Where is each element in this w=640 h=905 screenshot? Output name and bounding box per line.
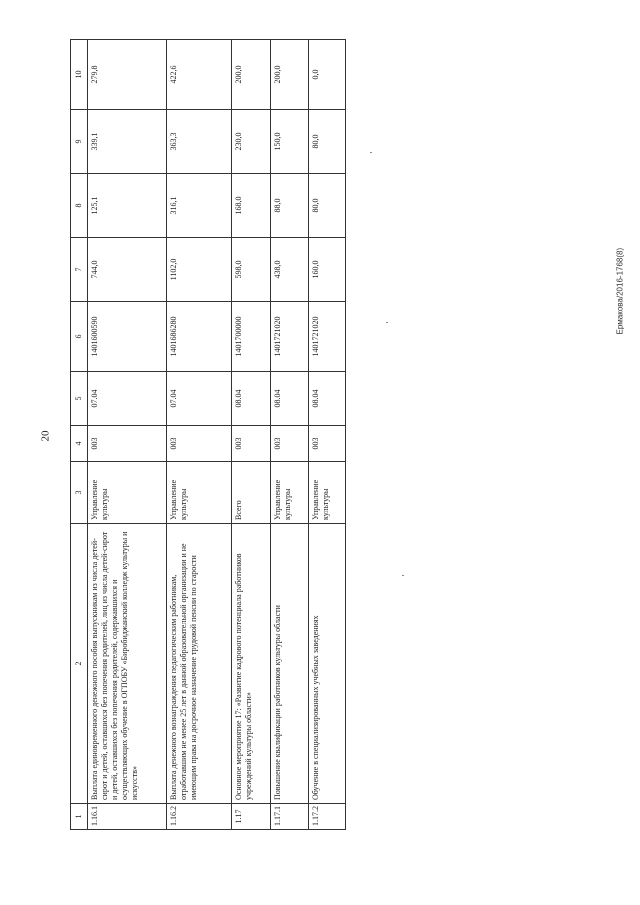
row-executor: Управление культуры — [88, 462, 167, 524]
col-header: 7 — [71, 238, 88, 302]
row-col6: 1401721020 — [308, 302, 345, 372]
row-col5: 08.04 — [271, 372, 308, 426]
row-col4: 003 — [231, 426, 271, 462]
row-col4: 003 — [167, 426, 232, 462]
row-executor: Всего — [231, 462, 271, 524]
col-header: 10 — [71, 40, 88, 110]
rotated-table-container — [70, 40, 346, 830]
row-description: Выплата единовременного денежного пособия выпускникам из числа детей-сирот и детей, оставшихся без попечения родителей, лиц из числа детей-сирот и детей, оставшихся без попечения родителей, содержавшихся и осуществляющих обучение в ОГПОБУ «Биробиджанский колледж культуры и искусств» — [88, 524, 167, 804]
row-executor: Управление культуры — [308, 462, 345, 524]
row-col8: 88,0 — [271, 174, 308, 238]
col-header: 6 — [71, 302, 88, 372]
row-col8: 168,0 — [231, 174, 271, 238]
document-filename: Ермакова/2016-1768(8) — [615, 247, 625, 335]
row-col9: 339,1 — [88, 110, 167, 174]
row-number: 1.17.2 — [308, 804, 345, 830]
row-col10: 279,8 — [88, 40, 167, 110]
row-executor: Управление культуры — [167, 462, 232, 524]
header-row — [71, 40, 88, 830]
row-col7: 598,0 — [231, 238, 271, 302]
row-col5: 07.04 — [88, 372, 167, 426]
row-col6: 1401686280 — [167, 302, 232, 372]
row-description: Выплата денежного вознаграждения педагогическим работникам, отработавшим не менее 25 лет в данной образовательной организации и не имеющим права на досрочное назначение трудовой пенсии по старости — [167, 524, 232, 804]
scan-speck — [386, 322, 388, 323]
row-col9: 230,0 — [231, 110, 271, 174]
row-description: Обучение в специализированных учебных заведениях — [308, 524, 345, 804]
col-header: 4 — [71, 426, 88, 462]
col-header: 1 — [71, 804, 88, 830]
row-col6: 1401600590 — [88, 302, 167, 372]
row-col10: 0,0 — [308, 40, 345, 110]
row-col8: 125,1 — [88, 174, 167, 238]
budget-table — [70, 39, 346, 830]
row-col7: 1102,0 — [167, 238, 232, 302]
table-row — [167, 40, 232, 830]
row-description: Повышение квалификации работников культуры области — [271, 524, 308, 804]
table-row — [271, 40, 308, 830]
row-number: 1.16.1 — [88, 804, 167, 830]
row-col5: 08.04 — [308, 372, 345, 426]
row-col8: 80,0 — [308, 174, 345, 238]
col-header: 3 — [71, 462, 88, 524]
page-number: 20 — [39, 430, 52, 442]
row-col4: 003 — [88, 426, 167, 462]
row-col7: 744,0 — [88, 238, 167, 302]
col-header: 2 — [71, 524, 88, 804]
row-col10: 200,0 — [231, 40, 271, 110]
scan-speck — [370, 152, 372, 153]
row-col7: 438,0 — [271, 238, 308, 302]
table-row — [88, 40, 167, 830]
row-number: 1.16.2 — [167, 804, 232, 830]
row-number: 1.17 — [231, 804, 271, 830]
row-number: 1.17.1 — [271, 804, 308, 830]
row-col5: 08.04 — [231, 372, 271, 426]
col-header: 9 — [71, 110, 88, 174]
table-row — [231, 40, 271, 830]
row-col4: 003 — [308, 426, 345, 462]
row-col8: 316,1 — [167, 174, 232, 238]
row-description: Основное мероприятие 17: «Развитие кадрового потенциала работников учреждений культуры области» — [231, 524, 271, 804]
scan-speck — [402, 575, 404, 576]
row-col10: 422,6 — [167, 40, 232, 110]
row-col9: 363,3 — [167, 110, 232, 174]
col-header: 5 — [71, 372, 88, 426]
col-header: 8 — [71, 174, 88, 238]
row-executor: Управление культуры — [271, 462, 308, 524]
row-col7: 160,0 — [308, 238, 345, 302]
row-col6: 1401721020 — [271, 302, 308, 372]
row-col5: 07.04 — [167, 372, 232, 426]
row-col4: 003 — [271, 426, 308, 462]
row-col10: 200,0 — [271, 40, 308, 110]
row-col6: 1401700000 — [231, 302, 271, 372]
row-col9: 80,0 — [308, 110, 345, 174]
row-col9: 150,0 — [271, 110, 308, 174]
table-row — [308, 40, 345, 830]
